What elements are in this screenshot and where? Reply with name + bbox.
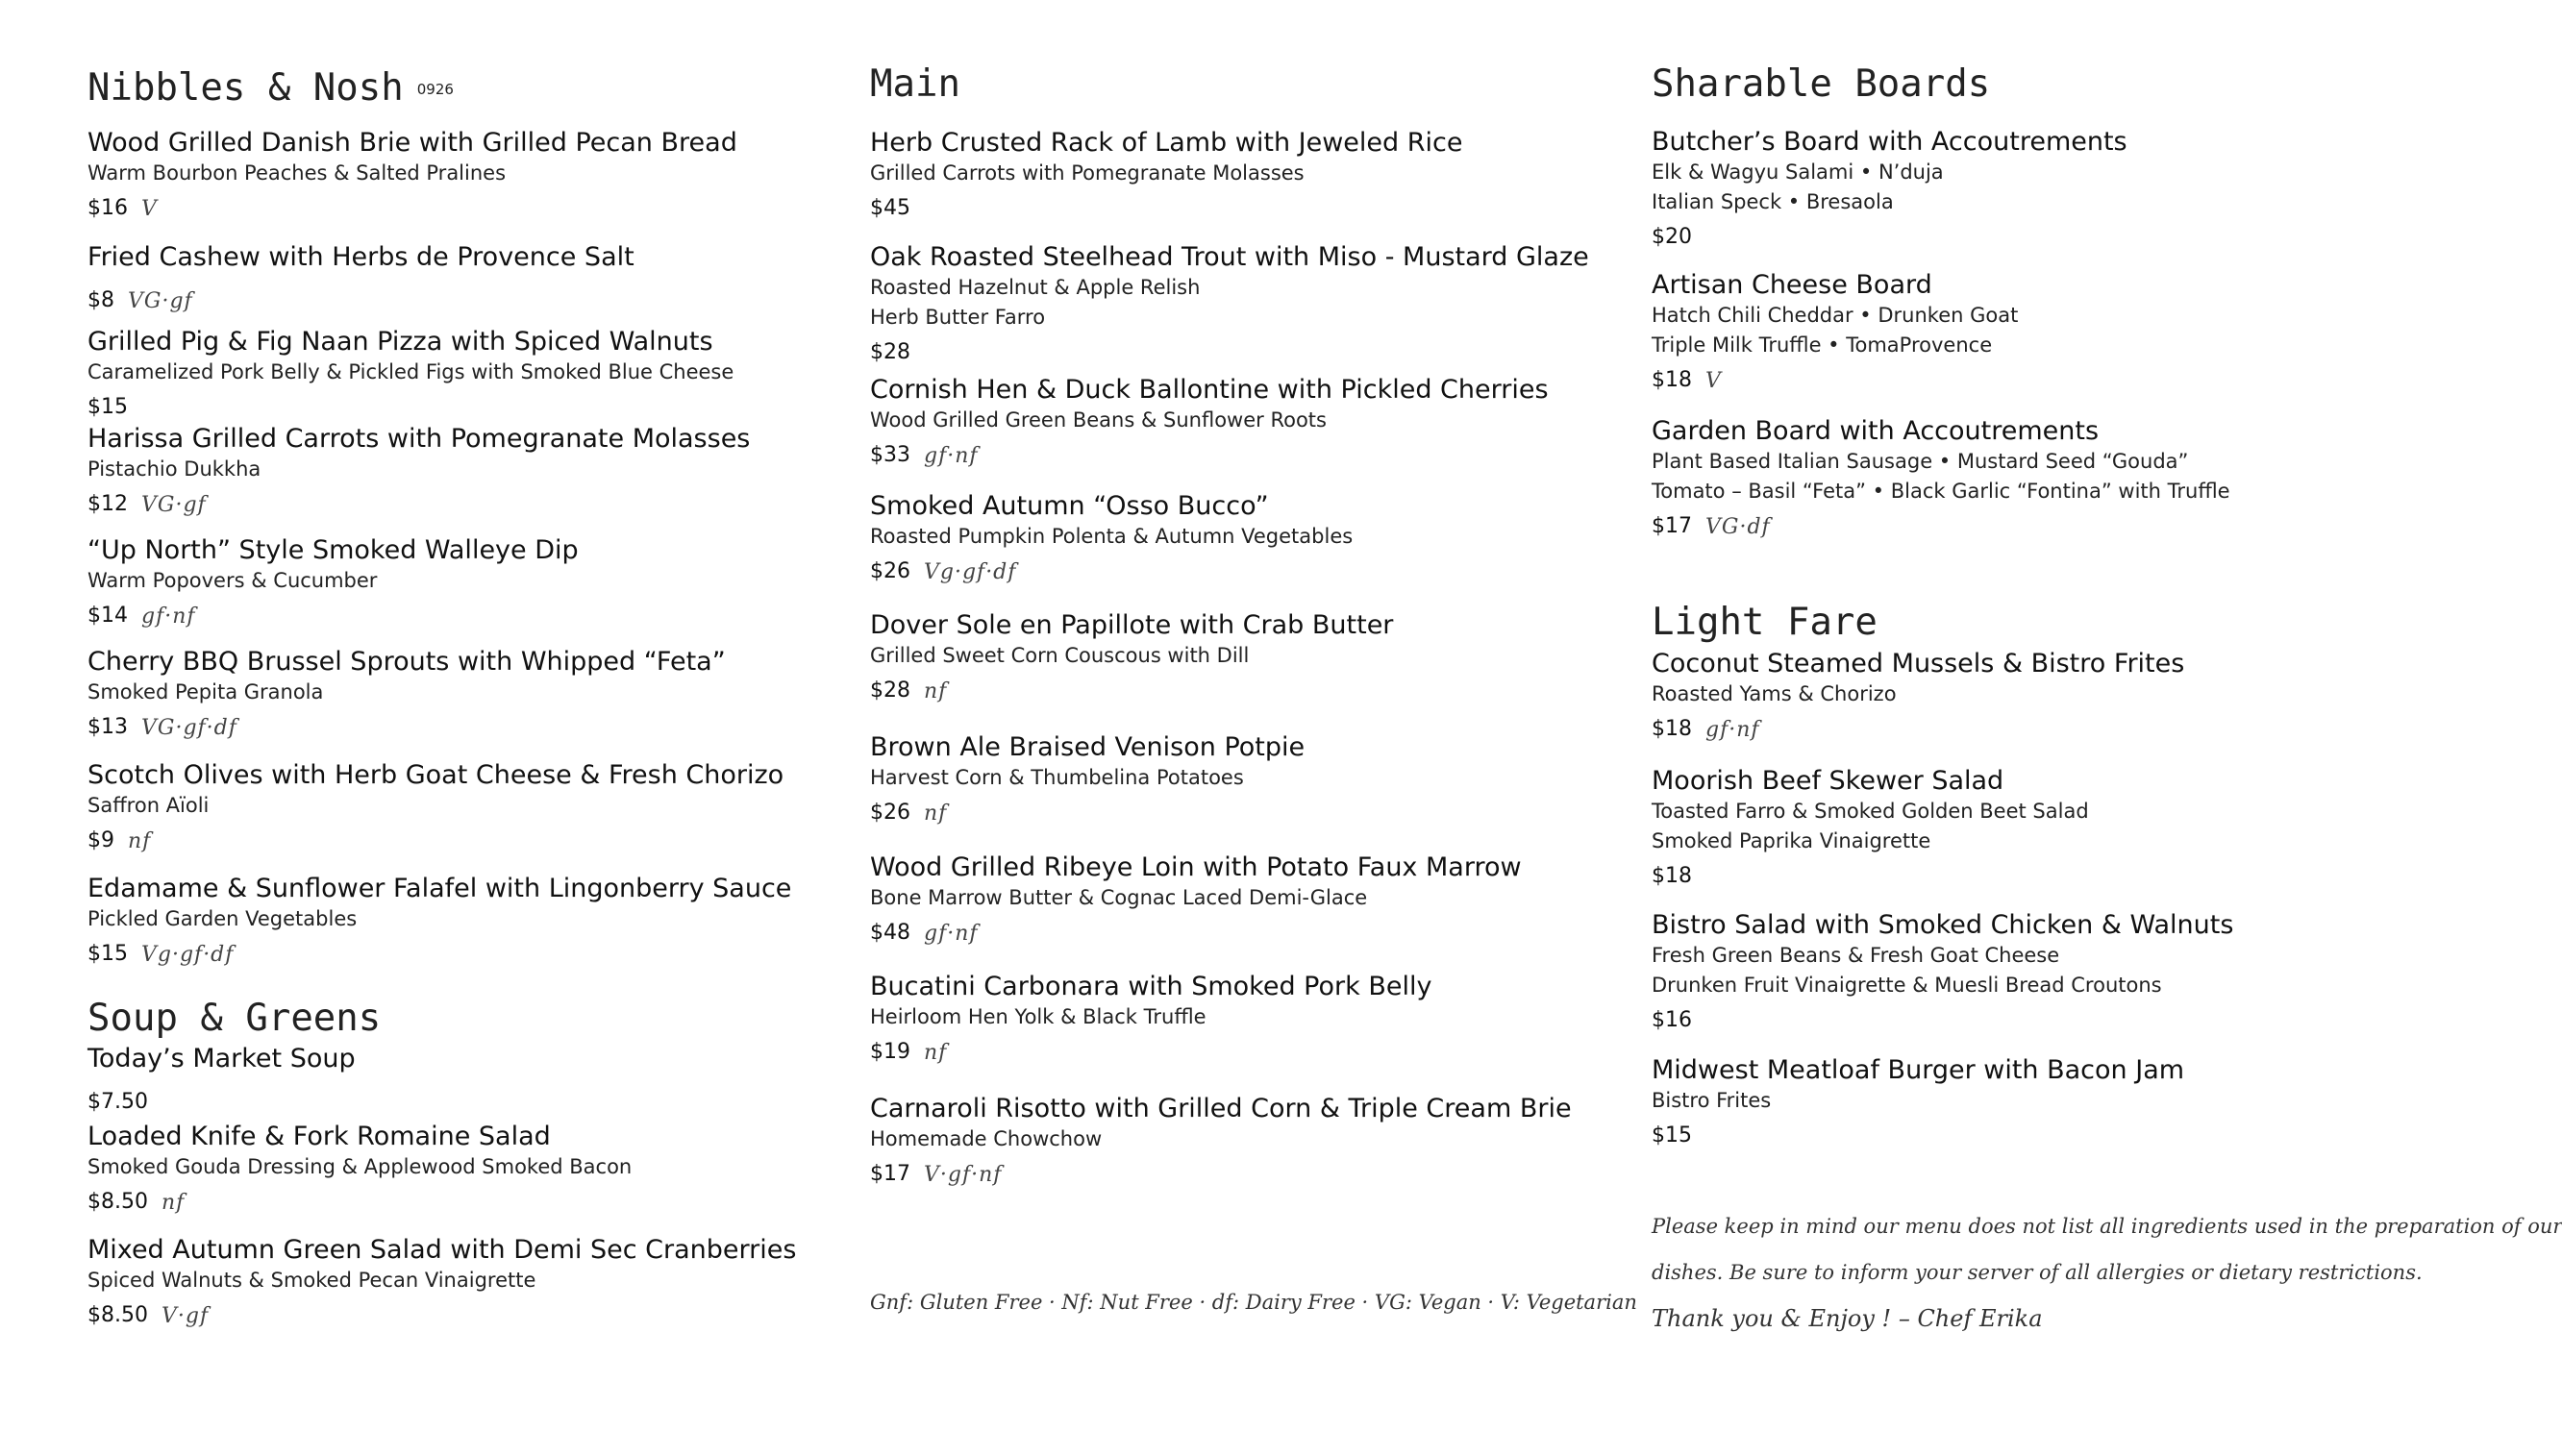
menu-item-description: Italian Speck • Bresaola (1652, 190, 1894, 213)
menu-item-name: “Up North” Style Smoked Walleye Dip (87, 535, 579, 565)
menu-item-description: Tomato – Basil “Feta” • Black Garlic “Fontina” with Truffle (1652, 480, 2230, 503)
menu-item (87, 647, 780, 742)
menu-item-name: Garden Board with Accoutrements (1652, 416, 2100, 446)
menu-item-description: Fresh Green Beans & Fresh Goat Cheese (1652, 944, 2060, 967)
menu-item-price: $9 (87, 828, 114, 852)
dietary-tags: nf (161, 1190, 186, 1215)
dietary-tags: gf·nf (924, 443, 979, 468)
menu-item (870, 610, 1620, 705)
chef-signoff: Thank you & Enjoy ! – Chef Erika (1652, 1305, 2043, 1332)
allergy-note (1652, 1203, 2562, 1342)
dietary-tags: VG·gf (128, 288, 193, 313)
dietary-tags: VG·df (1705, 514, 1771, 539)
menu-item (1652, 1055, 2382, 1150)
menu-item-description: Smoked Gouda Dressing & Applewood Smoked Bacon (87, 1155, 633, 1178)
menu-item-name: Fried Cashew with Herbs de Provence Salt (87, 242, 634, 272)
section-title: Main (870, 62, 960, 106)
menu-item (1652, 766, 2382, 891)
menu-item (87, 327, 780, 422)
menu-code: 0926 (416, 81, 454, 98)
menu-item (1652, 416, 2382, 541)
menu-item (87, 874, 792, 969)
menu-item-description: Bistro Frites (1652, 1089, 1772, 1112)
menu-item (87, 1122, 780, 1217)
menu-item-name: Moorish Beef Skewer Salad (1652, 766, 2004, 796)
menu-item-name: Mixed Autumn Green Salad with Demi Sec Cranberries (87, 1235, 797, 1265)
menu-item-description: Caramelized Pork Belly & Pickled Figs with Smoked Blue Cheese (87, 360, 734, 383)
menu-item-description: Saffron Aïoli (87, 794, 210, 817)
dietary-tags: VG·gf·df (141, 715, 237, 740)
menu-item (87, 424, 780, 519)
menu-item-name: Harissa Grilled Carrots with Pomegranate Molasses (87, 424, 751, 454)
menu-item-description: Pistachio Dukkha (87, 457, 261, 481)
menu-item-description: Homemade Chowchow (870, 1127, 1103, 1150)
dietary-tags: V (1705, 368, 1722, 393)
section-light-fare (1652, 601, 2382, 644)
menu-item-price: $28 (870, 679, 910, 703)
menu-item-price: $13 (87, 715, 128, 739)
menu-item-description: Hatch Chili Cheddar • Drunken Goat (1652, 304, 2019, 327)
dietary-tags: gf·nf (1705, 717, 1760, 742)
menu-item (1652, 127, 2382, 252)
menu-item-description: Smoked Pepita Granola (87, 680, 324, 703)
menu-item-description: Plant Based Italian Sausage • Mustard Seed “Gouda” (1652, 450, 2189, 473)
menu-item-price: $16 (1652, 1008, 1692, 1032)
menu-item-description: Warm Popovers & Cucumber (87, 569, 378, 592)
menu-item-price: $18 (1652, 864, 1692, 888)
menu-item-price: $15 (87, 395, 128, 419)
menu-item-description: Warm Bourbon Peaches & Salted Pralines (87, 161, 507, 185)
menu-item-name: Wood Grilled Danish Brie with Grilled Pecan Bread (87, 128, 737, 158)
dietary-legend: Gnf: Gluten Free · Nf: Nut Free · df: Dairy Free · VG: Vegan · V: Vegetarian (870, 1291, 1637, 1314)
menu-item-price: $20 (1652, 225, 1692, 249)
menu-item-description: Roasted Pumpkin Polenta & Autumn Vegetables (870, 525, 1354, 548)
menu-item-price: $16 (87, 196, 128, 220)
menu-item-name: Today’s Market Soup (87, 1044, 356, 1073)
menu-item-price: $15 (1652, 1123, 1692, 1148)
section-title: Sharable Boards (1652, 62, 1991, 106)
menu-item-price: $12 (87, 492, 128, 516)
menu-item-description: Drunken Fruit Vinaigrette & Muesli Bread Croutons (1652, 974, 2162, 997)
menu-item-price: $8.50 (87, 1190, 148, 1214)
menu-item-price: $28 (870, 340, 910, 364)
menu-item-name: Butcher’s Board with Accoutrements (1652, 127, 2127, 157)
menu-item-name: Edamame & Sunflower Falafel with Lingonberry Sauce (87, 874, 792, 903)
menu-item-name: Artisan Cheese Board (1652, 270, 1932, 300)
menu-item (870, 852, 1620, 948)
menu-item-name: Cherry BBQ Brussel Sprouts with Whipped “Feta” (87, 647, 726, 677)
menu-item-name: Herb Crusted Rack of Lamb with Jeweled Rice (870, 128, 1463, 158)
menu-item (870, 972, 1620, 1067)
menu-item-price: $15 (87, 942, 128, 966)
menu-item-description: Pickled Garden Vegetables (87, 907, 358, 930)
menu-item-name: Bucatini Carbonara with Smoked Pork Belly (870, 972, 1432, 1001)
dietary-tags: nf (924, 679, 948, 703)
menu-item-price: $8.50 (87, 1303, 148, 1327)
menu-item (870, 375, 1620, 470)
dietary-tags: Vg·gf·df (141, 942, 235, 967)
menu-item-name: Dover Sole en Papillote with Crab Butter (870, 610, 1394, 640)
menu-item-name: Cornish Hen & Duck Ballontine with Pickled Cherries (870, 375, 1549, 405)
menu-item (87, 1235, 797, 1330)
section-title: Nibbles & Nosh 0926 (87, 66, 454, 110)
menu-item-name: Scotch Olives with Herb Goat Cheese & Fresh Chorizo (87, 760, 784, 790)
menu-item-name: Smoked Autumn “Osso Bucco” (870, 491, 1269, 521)
section-main (870, 62, 1620, 106)
menu-item (870, 242, 1620, 367)
menu-item-description: Roasted Hazelnut & Apple Relish (870, 276, 1201, 299)
allergy-note-line: dishes. Be sure to inform your server of all allergies or dietary restrictions. (1652, 1261, 2423, 1284)
section-title: Soup & Greens (87, 997, 382, 1040)
menu-item-description: Bone Marrow Butter & Cognac Laced Demi-Glace (870, 886, 1368, 909)
allergy-note-line: Please keep in mind our menu does not list all ingredients used in the preparation of our (1652, 1215, 2562, 1238)
menu-item-price: $48 (870, 921, 910, 945)
menu-item-name: Oak Roasted Steelhead Trout with Miso - Mustard Glaze (870, 242, 1589, 272)
menu-item-name: Bistro Salad with Smoked Chicken & Walnuts (1652, 910, 2234, 940)
menu-item-description: Spiced Walnuts & Smoked Pecan Vinaigrette (87, 1269, 536, 1292)
dietary-tags: Vg·gf·df (924, 559, 1017, 584)
menu-item-price: $17 (1652, 514, 1692, 538)
menu-item (87, 1044, 780, 1117)
menu-item-price: $14 (87, 604, 128, 628)
menu-item-price: $18 (1652, 717, 1692, 741)
menu-item-description: Grilled Sweet Corn Couscous with Dill (870, 644, 1250, 667)
menu-item (870, 732, 1620, 827)
menu-item-name: Midwest Meatloaf Burger with Bacon Jam (1652, 1055, 2185, 1085)
menu-item-description: Grilled Carrots with Pomegranate Molasses (870, 161, 1305, 185)
section-title: Light Fare (1652, 601, 1878, 644)
menu-item (87, 128, 780, 223)
dietary-tags: V (141, 196, 158, 221)
menu-item-name: Loaded Knife & Fork Romaine Salad (87, 1122, 551, 1151)
menu-item-description: Herb Butter Farro (870, 306, 1046, 329)
menu-item (87, 242, 780, 315)
menu-item-name: Wood Grilled Ribeye Loin with Potato Faux Marrow (870, 852, 1522, 882)
menu-item-description: Harvest Corn & Thumbelina Potatoes (870, 766, 1244, 789)
menu-item-price: $26 (870, 559, 910, 583)
menu-item (87, 535, 780, 630)
menu-item-price: $33 (870, 443, 910, 467)
menu-item-name: Coconut Steamed Mussels & Bistro Frites (1652, 649, 2185, 679)
dietary-tags: VG·gf (141, 492, 207, 517)
menu-item-price: $26 (870, 801, 910, 825)
menu-item (87, 760, 784, 855)
menu-item-name: Brown Ale Braised Venison Potpie (870, 732, 1306, 762)
section-soup-greens (87, 997, 780, 1040)
menu-item (870, 491, 1620, 586)
dietary-tags: V·gf·nf (924, 1162, 1003, 1187)
dietary-tags: nf (924, 801, 948, 826)
menu-item-description: Toasted Farro & Smoked Golden Beet Salad (1652, 800, 2089, 823)
menu-item-description: Heirloom Hen Yolk & Black Truffle (870, 1005, 1206, 1028)
dietary-tags: gf·nf (924, 921, 979, 946)
menu-item (1652, 649, 2382, 744)
section-nibbles-nosh (87, 66, 780, 110)
menu-item-name: Carnaroli Risotto with Grilled Corn & Triple Cream Brie (870, 1094, 1572, 1123)
dietary-tags: V·gf (161, 1303, 210, 1328)
menu-item (870, 1094, 1620, 1189)
menu-item (870, 128, 1620, 223)
menu-item-description: Triple Milk Truffle • TomaProvence (1652, 333, 1993, 357)
menu-item-price: $8 (87, 288, 114, 312)
menu-item (1652, 270, 2382, 395)
dietary-tags: nf (924, 1040, 948, 1065)
menu-item-price: $18 (1652, 368, 1692, 392)
menu-item-description: Wood Grilled Green Beans & Sunflower Roots (870, 408, 1327, 432)
menu-item-description: Smoked Paprika Vinaigrette (1652, 829, 1931, 852)
menu-item-name: Grilled Pig & Fig Naan Pizza with Spiced Walnuts (87, 327, 713, 357)
section-sharable-boards (1652, 62, 2382, 106)
menu-item-price: $17 (870, 1162, 910, 1186)
dietary-tags: gf·nf (141, 604, 196, 629)
dietary-tags: nf (128, 828, 152, 853)
menu-item (1652, 910, 2382, 1035)
menu-item-price: $45 (870, 196, 910, 220)
menu-item-description: Roasted Yams & Chorizo (1652, 682, 1897, 705)
menu-item-description: Elk & Wagyu Salami • N’duja (1652, 160, 1944, 184)
menu-item-price: $7.50 (87, 1090, 148, 1114)
menu-item-price: $19 (870, 1040, 910, 1064)
